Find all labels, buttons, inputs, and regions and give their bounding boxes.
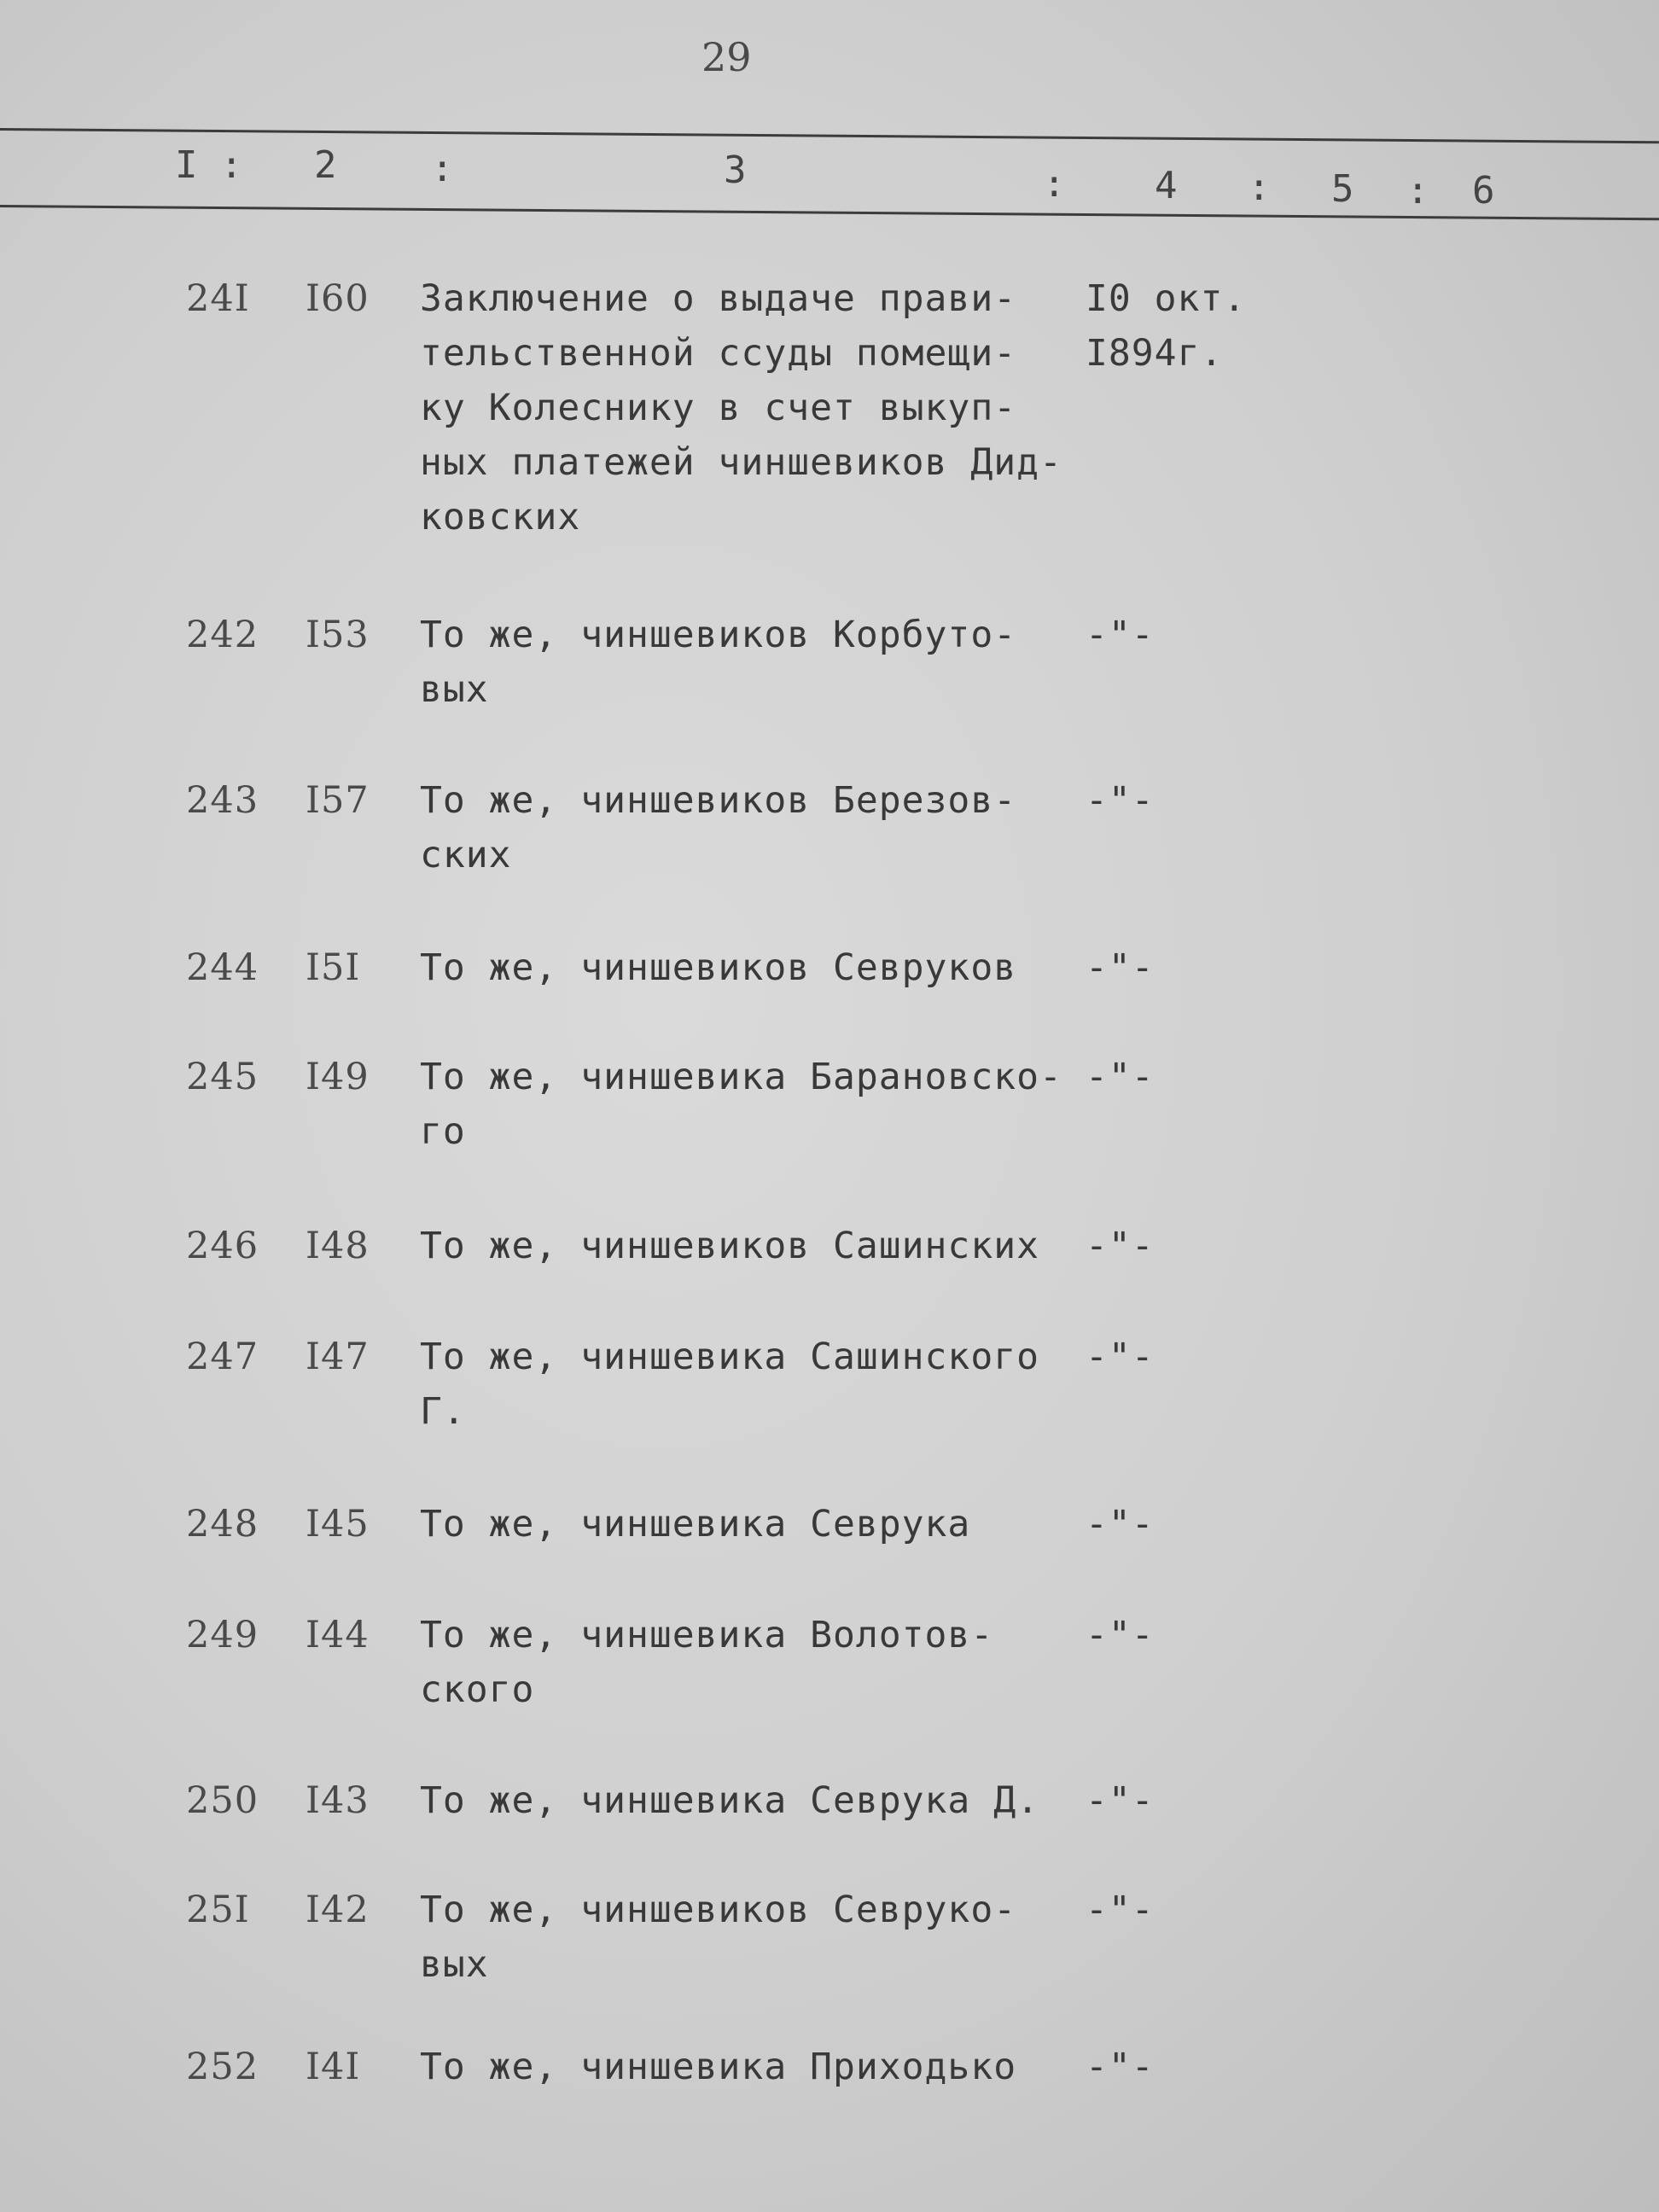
row-inventory-number: I49	[306, 1056, 370, 1098]
row-date: -"-	[1086, 1503, 1155, 1545]
column-header-3: 3	[724, 148, 747, 192]
row-description: То же, чиншевика Барановско- го	[420, 1056, 1062, 1153]
column-separator: :	[1043, 162, 1066, 206]
row-date: -"-	[1086, 1056, 1155, 1098]
row-inventory-number: I57	[306, 779, 370, 822]
row-date: -"-	[1086, 2046, 1155, 2088]
row-description: То же, чиншевика Приходько	[420, 2046, 1017, 2088]
row-number: 243	[186, 779, 259, 822]
table-row	[0, 773, 1659, 944]
header-top-rule	[0, 128, 1659, 143]
row-date: -"-	[1086, 1225, 1155, 1267]
row-date: I0 окт. I894г.	[1086, 277, 1247, 375]
row-number: 244	[186, 946, 259, 989]
row-number: 249	[186, 1614, 259, 1656]
row-description: То же, чиншевиков Севруко- вых	[420, 1889, 1017, 1986]
table-row	[0, 608, 1659, 778]
column-separator: :	[1406, 169, 1429, 212]
column-header-5: 5	[1331, 167, 1354, 211]
row-number: 25I	[186, 1889, 250, 1931]
row-inventory-number: I42	[306, 1889, 370, 1931]
row-inventory-number: I47	[306, 1336, 370, 1378]
column-header-4: 4	[1155, 164, 1178, 207]
column-separator: :	[1248, 166, 1271, 209]
row-description: То же, чиншевика Волотов- ского	[420, 1614, 994, 1711]
row-date: -"-	[1086, 1614, 1155, 1656]
page-number: 29	[701, 34, 752, 80]
row-date: -"-	[1086, 614, 1155, 656]
table-row	[0, 1050, 1659, 1220]
table-row	[0, 1883, 1659, 2053]
row-number: 250	[186, 1779, 259, 1822]
row-date: -"-	[1086, 1779, 1155, 1822]
table-row	[0, 1608, 1659, 1778]
row-description: То же, чиншевиков Севруков	[420, 946, 1017, 989]
row-description: То же, чиншевиков Сашинских	[420, 1225, 1039, 1267]
row-inventory-number: I43	[306, 1779, 370, 1822]
table-row	[0, 1330, 1659, 1500]
row-inventory-number: I60	[306, 277, 370, 320]
row-number: 242	[186, 614, 259, 656]
column-separator: :	[431, 147, 454, 190]
row-number: 24I	[186, 277, 250, 320]
row-date: -"-	[1086, 779, 1155, 822]
row-inventory-number: I4I	[306, 2046, 361, 2088]
row-description: То же, чиншевиков Березов- ских	[420, 779, 1017, 876]
column-header-6: 6	[1472, 169, 1495, 212]
row-date: -"-	[1086, 1336, 1155, 1378]
column-header-1: I :	[175, 143, 243, 187]
row-inventory-number: I44	[306, 1614, 370, 1656]
row-number: 246	[186, 1225, 259, 1267]
row-description: То же, чиншевиков Корбуто- вых	[420, 614, 1017, 711]
row-number: 245	[186, 1056, 259, 1098]
row-description: Заключение о выдаче прави- тельственной ссуды помещи- ку Колеснику в счет выкуп- ных платежей чиншевиков Дид- ковских	[420, 277, 1062, 538]
table-row	[0, 271, 1659, 538]
row-inventory-number: I45	[306, 1503, 370, 1545]
row-inventory-number: I5I	[306, 946, 361, 989]
row-number: 247	[186, 1336, 259, 1378]
row-number: 252	[186, 2046, 259, 2088]
table-row	[0, 2040, 1659, 2210]
column-header-2: 2	[314, 143, 337, 187]
row-description: То же, чиншевика Севрука Д.	[420, 1779, 1039, 1822]
row-inventory-number: I53	[306, 614, 370, 656]
row-date: -"-	[1086, 946, 1155, 989]
row-inventory-number: I48	[306, 1225, 370, 1267]
row-date: -"-	[1086, 1889, 1155, 1931]
row-description: То же, чиншевика Сашинского Г.	[420, 1336, 1039, 1433]
row-description: То же, чиншевика Севрука	[420, 1503, 971, 1545]
row-number: 248	[186, 1503, 259, 1545]
